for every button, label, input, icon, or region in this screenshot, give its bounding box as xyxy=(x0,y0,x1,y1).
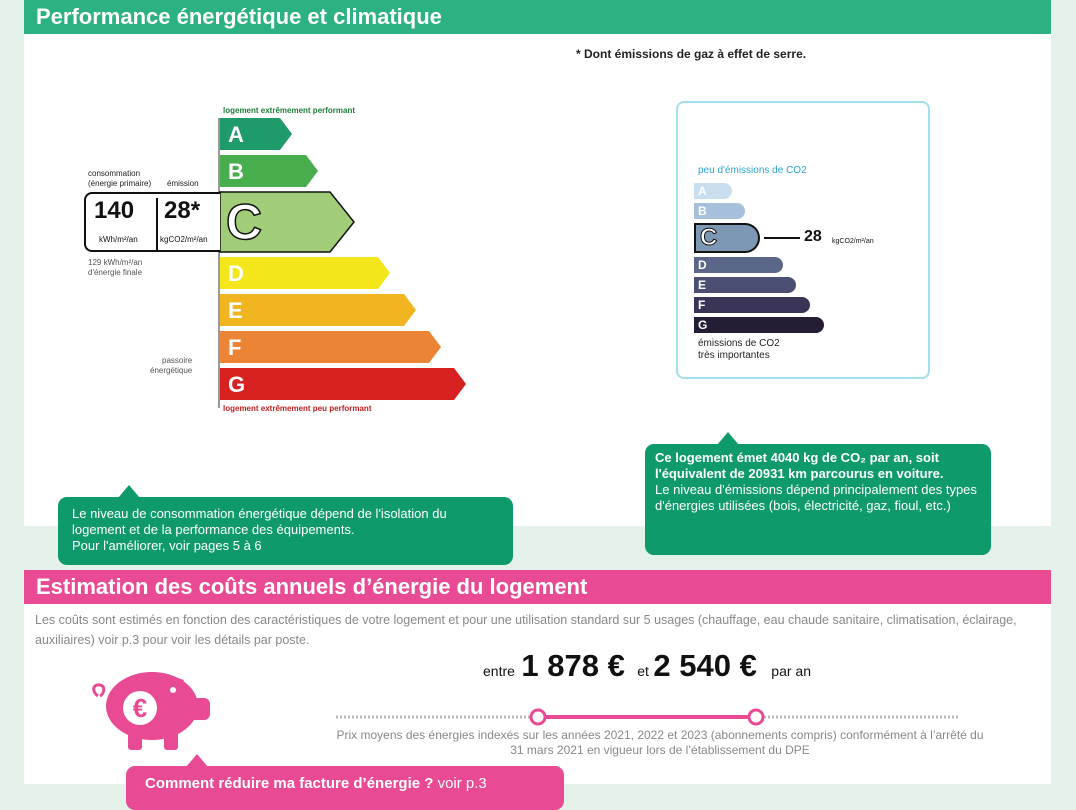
footnote: * Dont émissions de gaz à effet de serre. xyxy=(576,47,807,61)
cost-range-line xyxy=(330,707,970,727)
co2-class-letter-a: A xyxy=(698,184,707,198)
co2-class-bar-f xyxy=(694,297,810,313)
co2-bottom-label: émissions de CO2 très importantes xyxy=(698,338,780,361)
emission-info-text: Le niveau d'émissions dépend principalement des types d'énergies utilisées (bois, électricité, gaz, fioul, etc.) xyxy=(655,482,977,513)
co2-class-bar-c xyxy=(694,223,760,253)
energy-class-letter-d: D xyxy=(228,261,244,286)
emission-label: émission xyxy=(167,179,199,188)
final-energy-label: 129 kWh/m²/an d'énergie finale xyxy=(88,258,143,277)
energy-class-letter-g: G xyxy=(228,372,246,397)
co2-class-bar-a xyxy=(694,183,732,199)
energy-class-bar-g xyxy=(220,368,466,400)
co2-class-bar-b xyxy=(694,203,745,219)
consumption-info-bubble xyxy=(58,497,513,565)
co2-class-letter-g: G xyxy=(698,318,708,332)
energy-class-bar-f xyxy=(220,331,441,363)
energy-scale-chart xyxy=(0,110,480,410)
between-word: entre xyxy=(483,663,515,679)
co2-class-bar-e xyxy=(694,277,796,293)
section-title-costs xyxy=(24,570,1051,604)
emission-info-bold: Ce logement émet 4040 kg de CO₂ par an, soit l'équivalent de 20931 km parcourus en voiture. xyxy=(655,450,944,481)
passoire-label: passoire énergétique xyxy=(150,356,193,375)
emission-unit: kgCO2/m²/an xyxy=(160,235,208,244)
per-year: par an xyxy=(771,663,811,679)
price-note: Prix moyens des énergies indexés sur les années 2021, 2022 et 2023 (abonnements compris) conformément à l’arrêté du 31 mars 2021 en vigueur lors de l’établissement du DPE xyxy=(336,728,984,757)
value-divider xyxy=(156,198,158,250)
co2-class-letter-b: B xyxy=(698,204,707,218)
co2-unit: kgCO2/m²/an xyxy=(832,238,874,245)
cta-link[interactable]: voir p.3 xyxy=(437,775,487,792)
consumption-label: consommation (énergie primaire) xyxy=(88,169,152,188)
costs-title-text: Estimation des coûts annuels d’énergie du logement xyxy=(36,574,588,599)
bottom-scale-label: logement extrêmement peu performant xyxy=(223,404,372,413)
section-title-energy xyxy=(24,0,1051,34)
energy-class-letter-b: B xyxy=(228,159,244,184)
dpe-value-box xyxy=(84,192,220,252)
and-word: et xyxy=(637,663,649,679)
euro-symbol: € xyxy=(132,693,148,723)
cost-high: 2 540 € xyxy=(653,648,757,683)
co2-top-label: peu d'émissions de CO2 xyxy=(698,165,807,176)
costs-intro: Les coûts sont estimés en fonction des caractéristiques de votre logement et pour une utilisation standard sur 5 usages (chauffage, eau chaude sanitaire, climatisation, éclairage, auxiliaires) voir p.3 pour voir les détails par poste. xyxy=(35,613,1017,647)
energy-class-letter-c: C xyxy=(226,194,263,250)
consumption-info-text: Le niveau de consommation énergétique dépend de l'isolation du logement et de la performance des équipements. Pour l'améliorer, voir pages 5 à 6 xyxy=(72,506,447,553)
co2-card xyxy=(676,101,930,379)
energy-class-letter-f: F xyxy=(228,335,242,360)
co2-class-letter-c: C xyxy=(700,224,718,251)
range-end-marker xyxy=(749,710,763,724)
piggy-bank-icon xyxy=(88,668,218,758)
cost-low: 1 878 € xyxy=(521,648,625,683)
co2-class-letter-f: F xyxy=(698,298,706,312)
consumption-unit: kWh/m²/an xyxy=(99,235,138,244)
top-scale-label: logement extrêmement performant xyxy=(223,106,356,115)
reduce-bill-cta[interactable] xyxy=(126,766,564,810)
energy-class-letter-e: E xyxy=(228,298,243,323)
section-title-text: Performance énergétique et climatique xyxy=(36,4,442,29)
co2-value: 28 xyxy=(804,228,822,245)
cost-range xyxy=(483,648,811,684)
co2-pointer-line xyxy=(764,237,800,239)
co2-class-letter-d: D xyxy=(698,258,707,272)
emission-value: 28* xyxy=(164,197,201,224)
co2-class-bar-d xyxy=(694,257,783,273)
emission-info-bubble xyxy=(645,444,991,555)
energy-class-bar-d xyxy=(220,257,390,289)
co2-class-letter-e: E xyxy=(698,278,707,292)
cta-bold-text: Comment réduire ma facture d’énergie ? xyxy=(145,775,434,792)
energy-class-bar-e xyxy=(220,294,416,326)
consumption-value: 140 xyxy=(94,197,135,224)
range-start-marker xyxy=(531,710,545,724)
co2-class-bar-g xyxy=(694,317,824,333)
energy-class-letter-a: A xyxy=(228,122,244,147)
